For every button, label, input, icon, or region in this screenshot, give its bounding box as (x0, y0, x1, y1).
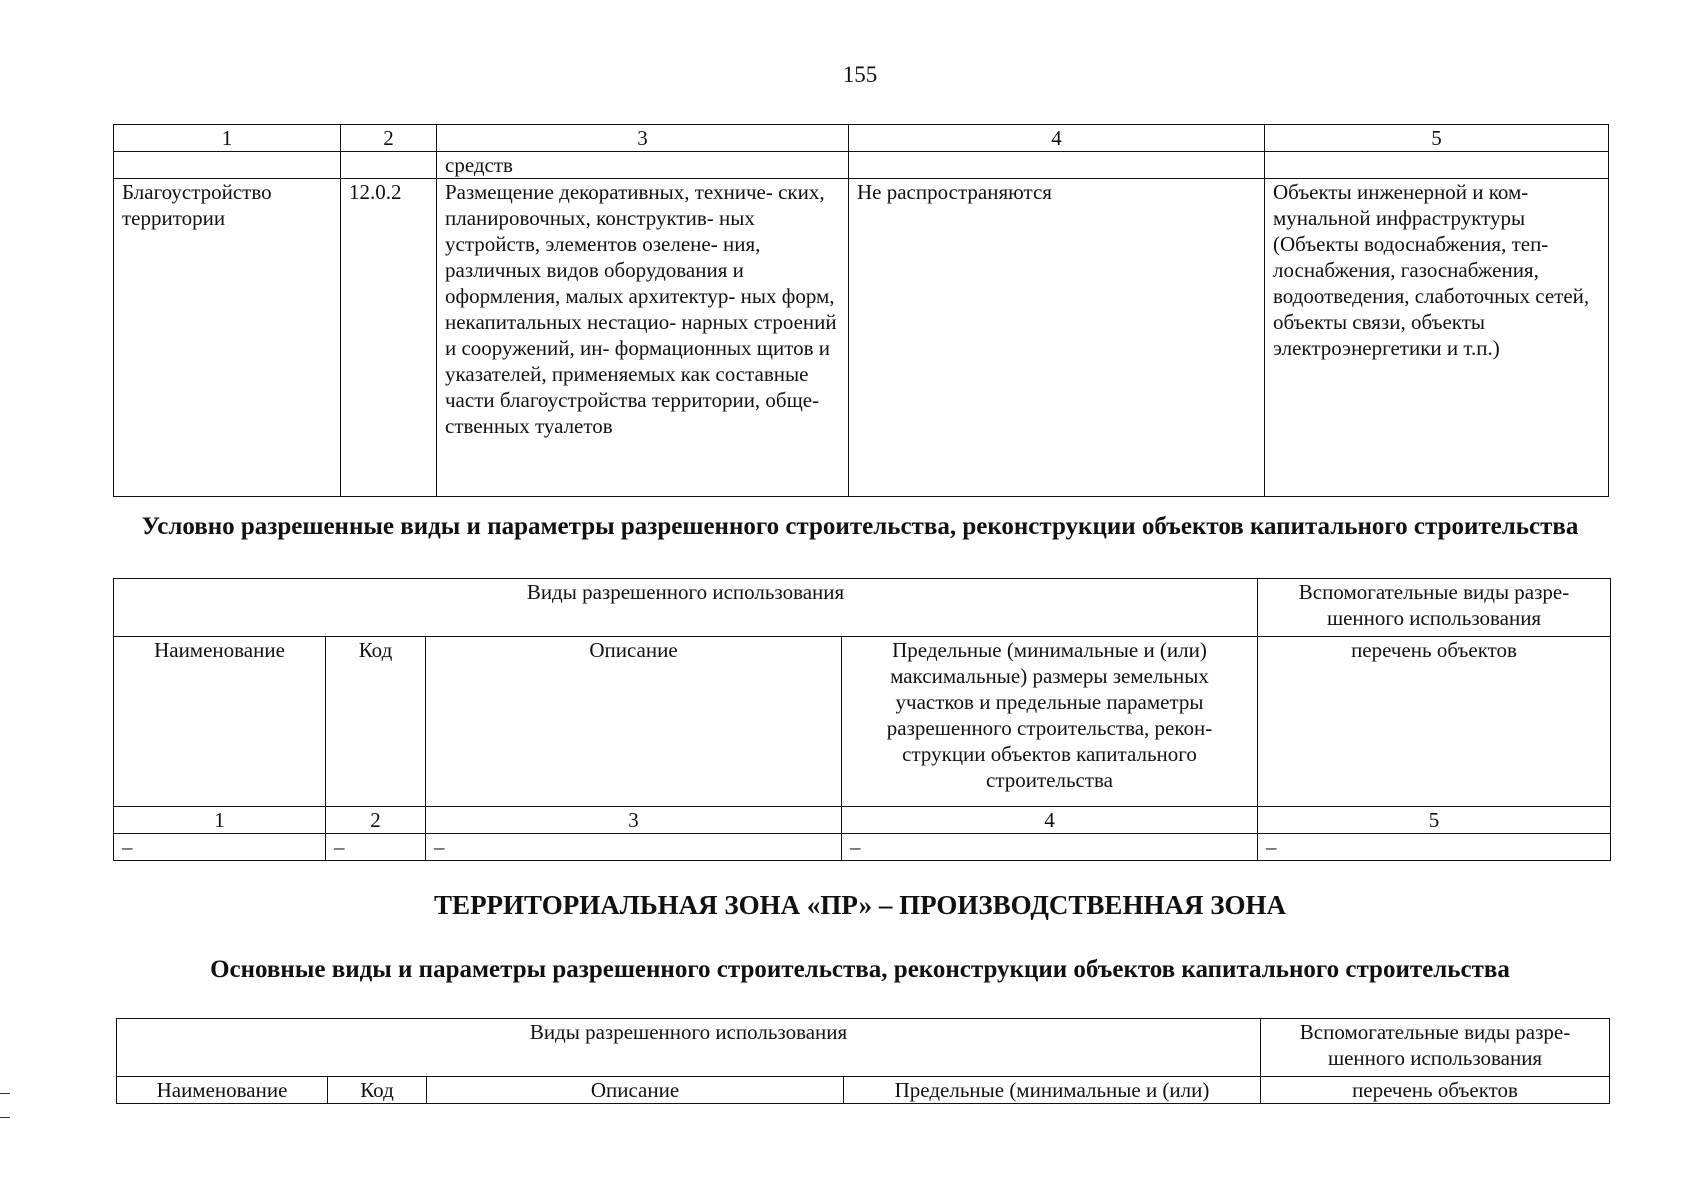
page-number: 155 (842, 62, 878, 87)
column-header-row (114, 637, 1611, 807)
col-number-3: 3 (426, 807, 842, 834)
group-header-row (114, 579, 1611, 637)
permitted-uses-group-header: Виды разрешенного использования (117, 1019, 1261, 1077)
col-header-description: Описание (427, 1077, 844, 1104)
continuation-name-cell (114, 152, 341, 179)
empty-description: – (426, 834, 842, 861)
empty-name: – (114, 834, 326, 861)
permitted-uses-group-header: Виды разрешенного использования (114, 579, 1258, 637)
use-name: Благоустройство территории (114, 179, 341, 497)
col-header-name: Наименование (114, 637, 326, 807)
column-header-row (117, 1077, 1610, 1104)
margin-mark (0, 1117, 10, 1118)
continuation-limits-cell (849, 152, 1265, 179)
continuation-row (114, 152, 1609, 179)
main-uses-heading: Основные виды и параметры разрешенного строительства, реконструкции объектов капитального строительства (210, 956, 1510, 983)
use-auxiliary: Объекты инженерной и ком- мунальной инфраструктуры (Объекты водоснабжения, теп- лоснабжения, газоснабжения, водоотведения, слаботочных сетей, объекты связи, объекты электроэнергетики и т.п.) (1265, 179, 1609, 497)
col-header-description: Описание (426, 637, 842, 807)
col-number-3: 3 (437, 125, 849, 152)
continuation-aux-cell (1265, 152, 1609, 179)
col-number-5: 5 (1258, 807, 1611, 834)
main-uses-table (116, 1018, 1610, 1104)
group-header-row (117, 1019, 1610, 1077)
column-number-row (114, 125, 1609, 152)
col-number-2: 2 (341, 125, 437, 152)
auxiliary-uses-header: Вспомогательные виды разре- шенного использования (1261, 1019, 1610, 1077)
col-number-2: 2 (326, 807, 426, 834)
conditional-uses-table (113, 578, 1611, 861)
col-header-limits: Предельные (минимальные и (или) (844, 1077, 1261, 1104)
zone-title: ТЕРРИТОРИАЛЬНАЯ ЗОНА «ПР» – ПРОИЗВОДСТВЕННАЯ ЗОНА (434, 890, 1286, 920)
use-code: 12.0.2 (341, 179, 437, 497)
col-header-name: Наименование (117, 1077, 328, 1104)
margin-mark (0, 1093, 10, 1094)
continuation-description: средств (437, 152, 849, 179)
col-header-code: Код (326, 637, 426, 807)
use-limits: Не распространяются (849, 179, 1265, 497)
use-description: Размещение декоративных, техниче- ских, планировочных, конструктив- ных устройств, элементов озелене- ния, различных видов оборудования и оформления, малых архитектур- ных форм, некапитальных нестацио- нарных строений и сооружений, ин- формационных щитов и указателей, применяемых как составные части благоустройства территории, обще- ственных туалетов (437, 179, 849, 497)
col-number-4: 4 (849, 125, 1265, 152)
col-number-1: 1 (114, 807, 326, 834)
auxiliary-uses-header: Вспомогательные виды разре- шенного использования (1258, 579, 1611, 637)
empty-aux: – (1258, 834, 1611, 861)
col-header-aux-list: перечень объектов (1258, 637, 1611, 807)
table-row (114, 179, 1609, 497)
empty-code: – (326, 834, 426, 861)
col-number-5: 5 (1265, 125, 1609, 152)
continuation-code-cell (341, 152, 437, 179)
table-row (114, 834, 1611, 861)
empty-limits: – (842, 834, 1258, 861)
permitted-use-table-continued (113, 124, 1609, 497)
col-header-code: Код (328, 1077, 427, 1104)
col-number-4: 4 (842, 807, 1258, 834)
col-header-limits: Предельные (минимальные и (или) максимальные) размеры земельных участков и предельные параметры разрешенного строительства, рекон- струкции объектов капитального строительства (842, 637, 1258, 807)
col-number-1: 1 (114, 125, 341, 152)
column-number-row (114, 807, 1611, 834)
col-header-aux-list: перечень объектов (1261, 1077, 1610, 1104)
conditional-uses-heading: Условно разрешенные виды и параметры разрешенного строительства, реконструкции объектов капитального строительства (141, 513, 1579, 540)
